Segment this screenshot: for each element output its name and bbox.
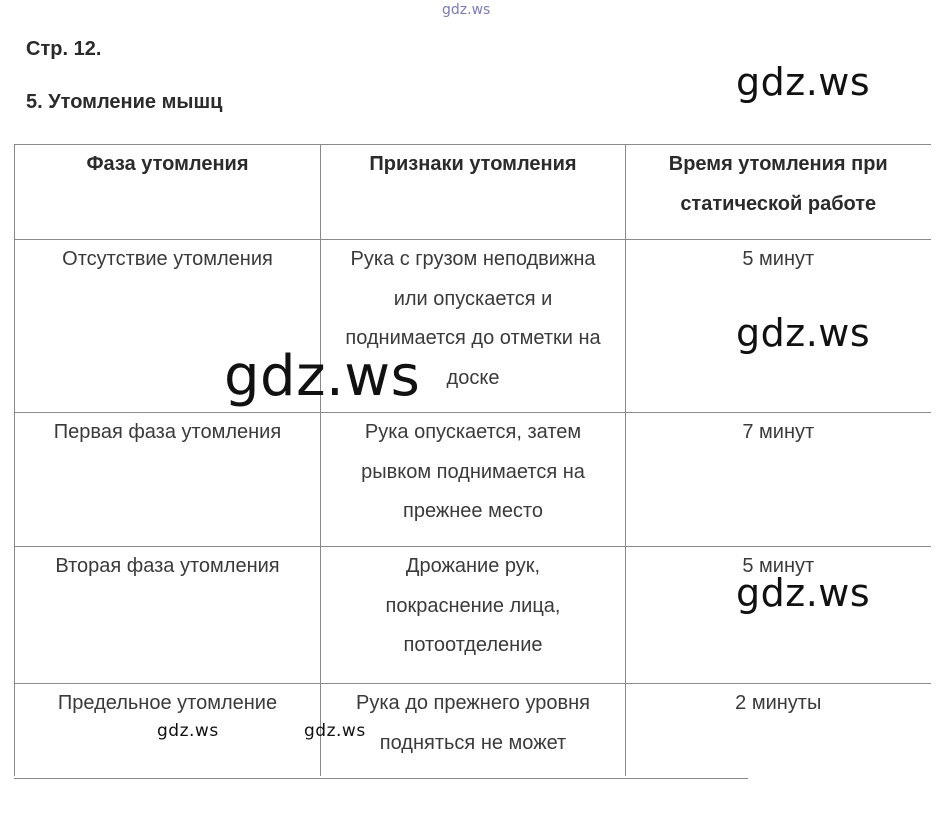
cell-time: 2 минуты (626, 684, 931, 777)
header-signs: Признаки утомления (321, 145, 626, 240)
cell-time: 5 минут (626, 547, 931, 684)
watermark: gdz.ws (736, 60, 871, 104)
cell-time: 5 минут (626, 240, 931, 413)
section-title: 5. Утомление мышц (26, 91, 223, 113)
watermark-top: gdz.ws (442, 2, 491, 18)
watermark: gdz.ws (736, 311, 871, 355)
page-reference: Стр. 12. (26, 38, 102, 60)
watermark: gdz.ws (304, 721, 366, 741)
cell-phase: Вторая фаза утомления (15, 547, 321, 684)
header-time: Время утомления при статической работе (626, 145, 931, 240)
table-row (15, 547, 931, 684)
table-row (15, 413, 931, 547)
cell-signs: Рука до прежнего уровня подняться не может (321, 684, 626, 777)
fatigue-table (14, 144, 931, 776)
table-row (15, 684, 931, 777)
watermark: gdz.ws (157, 721, 219, 741)
header-phase: Фаза утомления (15, 145, 321, 240)
cell-phase: Предельное утомление (15, 684, 321, 777)
table-bottom-border (14, 778, 748, 779)
table-header-row (15, 145, 931, 240)
cell-phase: Первая фаза утомления (15, 413, 321, 547)
cell-time: 7 минут (626, 413, 931, 547)
watermark: gdz.ws (224, 344, 421, 409)
cell-signs: Дрожание рук, покраснение лица, потоотделение (321, 547, 626, 684)
watermark: gdz.ws (736, 571, 871, 615)
cell-phase: Отсутствие утомления (15, 240, 321, 413)
cell-signs: Рука опускается, затем рывком поднимается на прежнее место (321, 413, 626, 547)
cell-signs: Рука с грузом неподвижна или опускается и поднимается до отметки на доске (321, 240, 626, 413)
